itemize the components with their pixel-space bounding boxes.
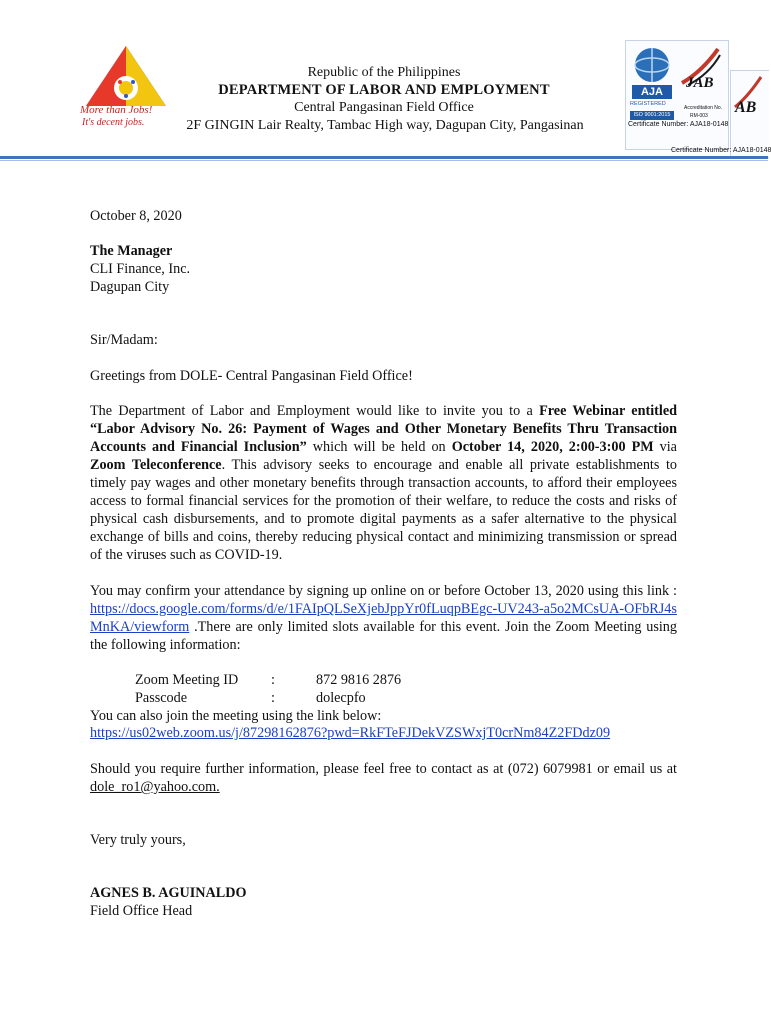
zoom-id-value: 872 9816 2876	[316, 672, 402, 688]
signatory-name: AGNES B. AGUINALDO	[90, 885, 247, 901]
globe-icon	[632, 45, 672, 85]
certificate-number: Certificate Number: AJA18-0148	[628, 121, 729, 128]
registration-text-1: You may confirm your attendance by signing up online on or before October 13, 2020 using this link :	[90, 583, 677, 599]
addressee-city: Dagupan City	[90, 279, 170, 295]
invitation-paragraph	[90, 402, 677, 564]
iso-label: ISO 9001:2015	[630, 111, 674, 120]
contact-paragraph	[90, 760, 677, 796]
header-republic: Republic of the Philippines	[307, 65, 461, 80]
zoom-passcode-colon: :	[271, 690, 275, 706]
logo-tagline-2: It's decent jobs.	[82, 117, 145, 128]
webinar-datetime: October 14, 2020, 2:00-3:00 PM	[451, 439, 654, 455]
invitation-text-1: The Department of Labor and Employment would like to invite you to a	[90, 403, 540, 419]
addressee-title: The Manager	[90, 243, 173, 259]
zoom-passcode-label: Passcode	[135, 690, 188, 706]
registered-label: REGISTERED	[630, 101, 666, 107]
zoom-id-label: Zoom Meeting ID	[135, 672, 239, 688]
join-text: You can also join the meeting using the link below:	[90, 708, 382, 724]
header-address: 2F GINGIN Lair Realty, Tambac High way, Dagupan City, Pangasinan	[186, 118, 584, 133]
webinar-platform: Zoom Teleconference	[90, 457, 222, 473]
salutation: Sir/Madam:	[90, 332, 158, 348]
closing: Very truly yours,	[90, 832, 186, 848]
ab-label: AB	[735, 99, 757, 116]
header-office: Central Pangasinan Field Office	[294, 100, 474, 115]
aja-label: AJA	[632, 85, 672, 99]
signatory-title: Field Office Head	[90, 903, 193, 919]
contact-text: Should you require further information, please feel free to contact as at (072) 6079981 or email us at	[90, 761, 677, 777]
jab-label: JAB	[686, 75, 714, 91]
addressee-company: CLI Finance, Inc.	[90, 261, 191, 277]
greeting: Greetings from DOLE- Central Pangasinan Field Office!	[90, 368, 413, 384]
invitation-text-3: via	[653, 439, 677, 455]
logo-tagline-1: More than Jobs!	[80, 104, 153, 116]
contact-email[interactable]: dole_ro1@yahoo.com.	[90, 779, 220, 795]
registration-link[interactable]: https://docs.google.com/forms/d/e/1FAIpQLSeXjebJppYr0fLuqpBEgc-UV243-a5o2MCsUA-OFbRJ4sMnKA/viewform	[90, 601, 677, 635]
certificate-number-2: Certificate Number: AJA18-0148	[671, 147, 771, 154]
letter-date: October 8, 2020	[90, 208, 182, 224]
certification-badge	[625, 40, 729, 150]
header-department: DEPARTMENT OF LABOR AND EMPLOYMENT	[218, 82, 550, 98]
accreditation-label: Accreditation No.	[684, 105, 723, 111]
zoom-join-link[interactable]: https://us02web.zoom.us/j/87298162876?pwd=RkFTeFJDekVZSWxjT0crNm84Z2FDdz09	[90, 725, 611, 741]
invitation-text-4: . This advisory seeks to encourage and enable all private establishments to timely pay wages and other monetary benefits through transaction accounts, to afford their employees access to formal financial services for the promotion of their welfare, to reduce the costs and risks of physical cash disbursements, and to promote digital payments as a safer alternative to the physical exchange of bills and coins, thereby reducing physical contact and minimizing transmission or spread of the viruses such as COVID-19.	[90, 457, 677, 563]
webinar-title: Free Webinar entitled “Labor Advisory No. 26: Payment of Wages and Other Monetary Benefits Thru Transaction Accounts and Financial Inclusion”	[90, 403, 678, 455]
zoom-passcode-value: dolecpfo	[316, 690, 366, 706]
rm-label: RM-003	[690, 113, 708, 119]
header-rule-thin	[0, 160, 768, 161]
invitation-text-2: which will be held on	[306, 439, 452, 455]
registration-paragraph	[90, 582, 677, 654]
header-rule	[0, 156, 768, 159]
zoom-id-colon: :	[271, 672, 275, 688]
registration-text-2: .There are only limited slots available for this event. Join the Zoom Meeting using the following information:	[90, 619, 677, 653]
